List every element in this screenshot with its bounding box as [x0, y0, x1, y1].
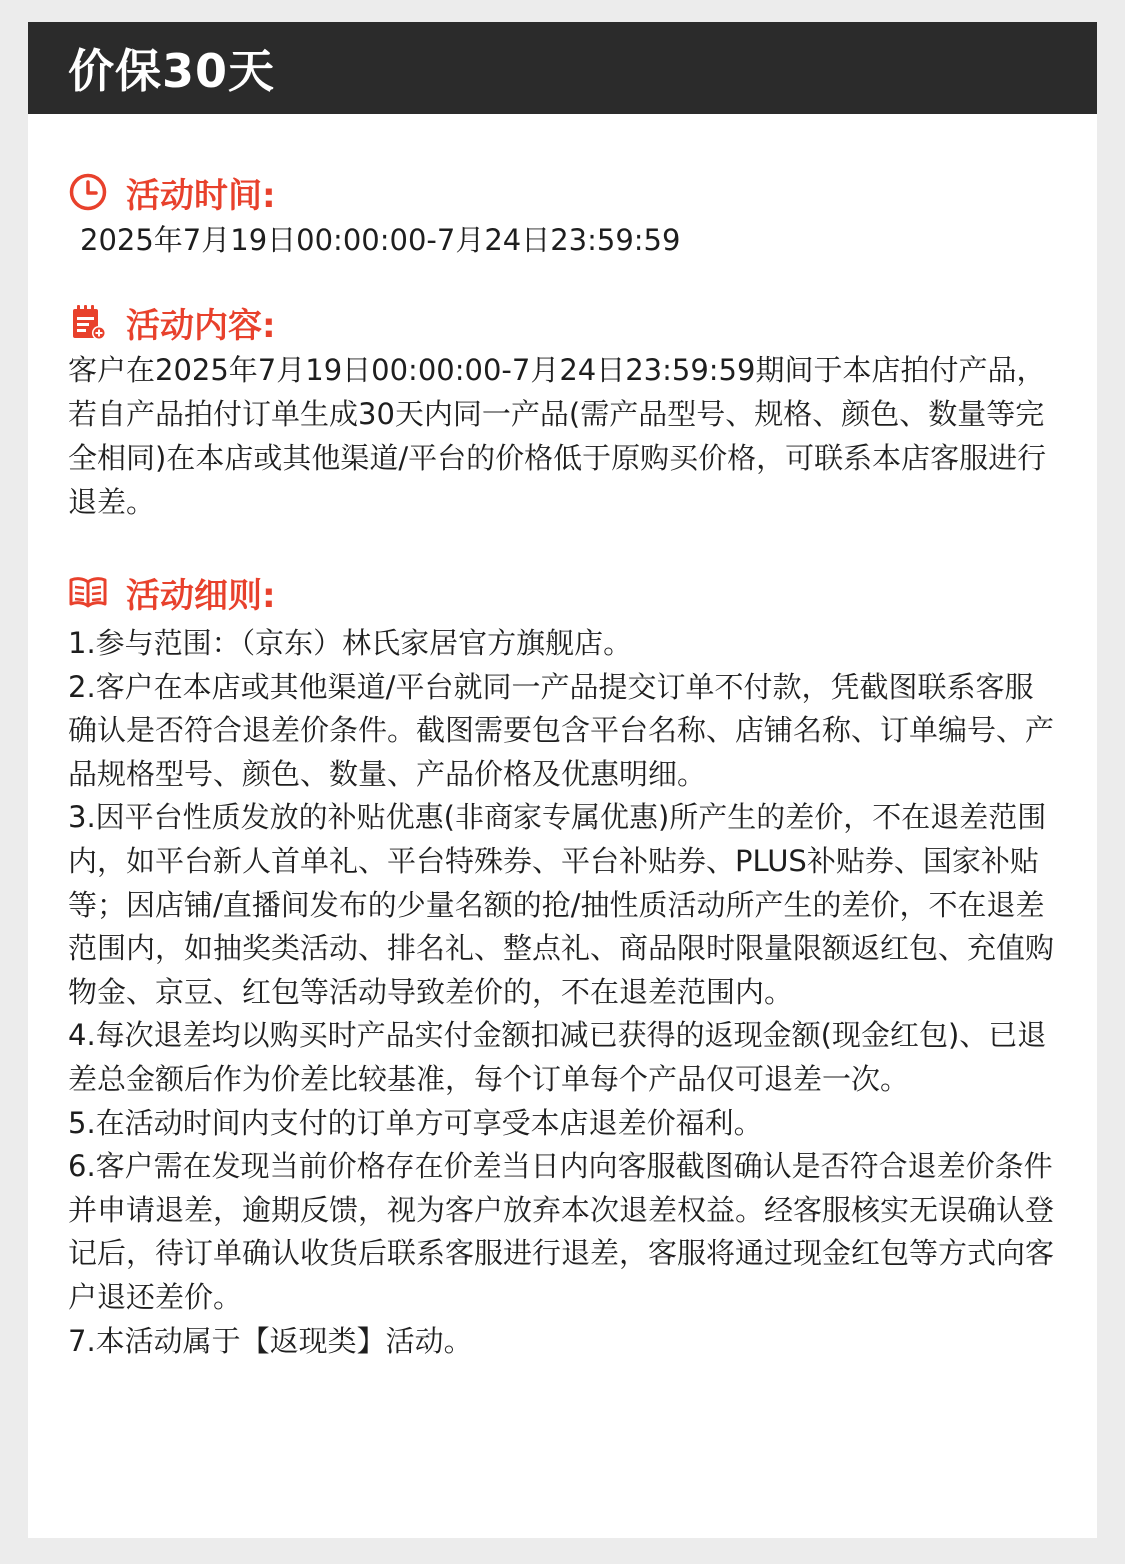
- section-activity-rules: [68, 570, 1057, 1363]
- activity-content-text: 客户在2025年7月19日00:00:00-7月24日23:59:59期间于本店拍付产品，若自产品拍付订单生成30天内同一产品(需产品型号、规格、颜色、数量等完全相同)在本店或其他渠道/平台的价格低于原购买价格，可联系本店客服进行退差。: [68, 353, 1047, 519]
- notepad-icon: [68, 302, 108, 342]
- activity-time-text: 2025年7月19日00:00:00-7月24日23:59:59: [80, 223, 681, 257]
- rule-item: 1.参与范围：（京东）林氏家居官方旗舰店。: [68, 626, 633, 660]
- section-activity-time: [68, 170, 1057, 260]
- rule-item: 7.本活动属于【返现类】活动。: [68, 1323, 473, 1358]
- promo-card: [28, 22, 1097, 1538]
- rule-item: 2.客户在本店或其他渠道/平台就同一产品提交订单不付款，凭截图联系客服确认是否符合退差价条件。截图需要包含平台名称、店铺名称、订单编号、产品规格型号、颜色、数量、产品价格及优惠明细。: [68, 669, 1055, 791]
- rule-item: 5.在活动时间内支付的订单方可享受本店退差价福利。: [68, 1105, 763, 1140]
- rule-item: 4.每次退差均以购买时产品实付金额扣减已获得的返现金额(现金红包)、已退差总金额后作为价差比较基准，每个订单每个产品仅可退差一次。: [68, 1018, 1047, 1096]
- content-area: [28, 170, 1097, 1363]
- book-icon: [68, 572, 108, 612]
- rule-item: 6.客户需在发现当前价格存在价差当日内向客服截图确认是否符合退差价条件并申请退差，逾期反馈，视为客户放弃本次退差权益。经客服核实无误确认登记后，待订单确认收货后联系客服进行退差，客服将通过现金红包等方式向客户退还差价。: [68, 1149, 1055, 1314]
- section-activity-content: [68, 300, 1057, 524]
- section-heading-rules: 活动细则:: [126, 575, 276, 616]
- clock-icon: [68, 172, 108, 212]
- page-title: 价保30天: [68, 44, 276, 98]
- section-heading-content: 活动内容:: [126, 305, 276, 346]
- section-heading-time: 活动时间:: [126, 175, 276, 216]
- rule-item: 3.因平台性质发放的补贴优惠(非商家专属优惠)所产生的差价，不在退差范围内，如平台新人首单礼、平台特殊券、平台补贴券、PLUS补贴券、国家补贴等；因店铺/直播间发布的少量名额的抢/抽性质活动所产生的差价，不在退差范围内，如抽奖类活动、排名礼、整点礼、商品限时限量限额返红包、充值购物金、京豆、红包等活动导致差价的，不在退差范围内。: [68, 800, 1055, 1009]
- title-bar: [28, 22, 1097, 114]
- rules-list: [68, 622, 1057, 1363]
